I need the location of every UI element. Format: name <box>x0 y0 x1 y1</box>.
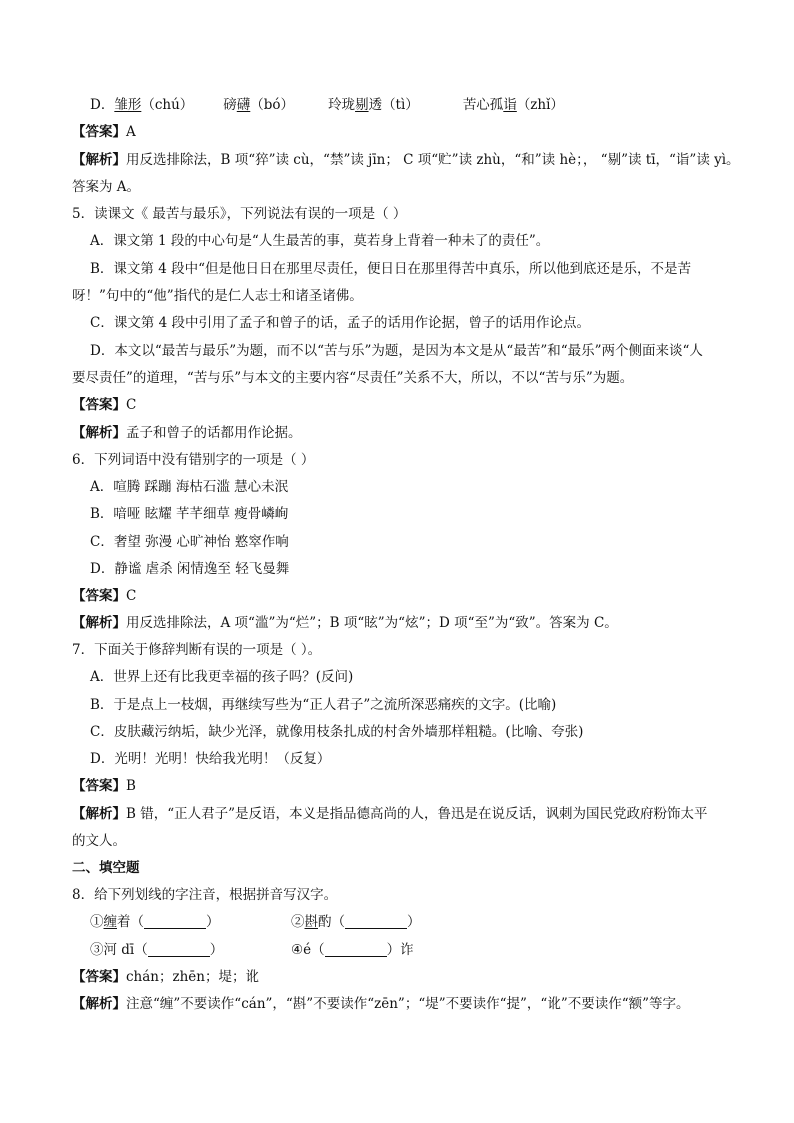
analysis-text: 孟子和曾子的话都用作论据。 <box>126 425 302 441</box>
analysis-tag: 【解析】 <box>72 996 126 1012</box>
q8-analysis <box>72 994 690 1014</box>
item-text-end: ）诈 <box>386 942 414 958</box>
answer-tag: 【答案】 <box>72 397 126 413</box>
answer-blank[interactable] <box>345 914 407 929</box>
q4-analysis-cont: 答案为 A。 <box>72 179 141 195</box>
q7-option-b: B．于是点上一枝烟，再继续写些为“正人君子”之流所深恶痛疾的文字。(比喻) <box>90 697 557 713</box>
pinyin-4: （zhǐ） <box>516 97 564 113</box>
word-3: 玲珑 <box>328 97 356 113</box>
option-label: D． <box>90 97 115 113</box>
answer-blank[interactable] <box>144 914 206 929</box>
q7-stem: 7．下面关于修辞判断有误的一项是（ ）。 <box>72 642 322 658</box>
item-text-end: ） <box>407 914 421 930</box>
q8-item-3 <box>90 940 223 960</box>
answer-value: chán；zhēn；堤；讹 <box>126 969 259 985</box>
q6-stem: 6．下列词语中没有错别字的一项是（ ） <box>72 452 315 468</box>
answer-value: A <box>126 124 136 140</box>
answer-value: C <box>126 397 137 413</box>
q7-answer <box>72 776 136 796</box>
q7-analysis <box>72 804 708 824</box>
q6-analysis <box>72 613 618 633</box>
q8-item-4 <box>291 940 414 960</box>
word-4-underlined: 诣 <box>503 97 517 113</box>
q6-option-d: D．静谧 虐杀 闲情逸至 轻飞曼舞 <box>90 561 290 577</box>
item-text: 酌（ <box>318 914 345 930</box>
pinyin-3: （tì） <box>382 97 419 113</box>
answer-tag: 【答案】 <box>72 124 126 140</box>
pinyin-1: （chú） <box>141 97 194 113</box>
item-text: ③河 dī（ <box>90 942 148 958</box>
q5-option-d: D．本文以“最苦与最乐”为题，而不以“苦与乐”为题，是因为本文是从“最苦”和“最乐”两个侧面来谈“人 <box>90 343 703 359</box>
analysis-tag: 【解析】 <box>72 425 126 441</box>
q6-answer <box>72 586 136 606</box>
analysis-tag: 【解析】 <box>72 152 126 168</box>
analysis-text: B 错，“正人君子”是反语，本义是指品德高尚的人，鲁迅是在说反话，讽刺为国民党政府粉饰太平 <box>126 806 708 822</box>
answer-tag: 【答案】 <box>72 778 126 794</box>
section-title: 二、填空题 <box>72 860 140 876</box>
q6-option-a: A．喧腾 踩蹦 海枯石滥 慧心未泯 <box>90 479 289 495</box>
q5-answer <box>72 395 136 415</box>
answer-tag: 【答案】 <box>72 969 126 985</box>
q5-option-a: A．课文第 1 段的中心句是“人生最苦的事，莫若身上背着一种未了的责任”。 <box>90 233 550 249</box>
analysis-text: 注意“缠”不要读作“cán”，“斟”不要读作“zēn”；“堤”不要读作“提”，“讹”不要读作“额”等字。 <box>126 996 690 1012</box>
answer-blank[interactable] <box>325 942 387 957</box>
q5-option-b-cont: 呀！”句中的“他”指代的是仁人志士和诸圣诸佛。 <box>72 288 363 304</box>
q8-item-1 <box>90 912 220 932</box>
item-text-end: ） <box>206 914 220 930</box>
q4-analysis <box>72 150 740 170</box>
underlined-char: 缠 <box>103 914 117 930</box>
analysis-tag: 【解析】 <box>72 806 126 822</box>
item-text: 着（ <box>117 914 144 930</box>
underlined-char: 斟 <box>304 914 318 930</box>
q6-option-c: C．奢望 弥漫 心旷神怡 憝窣作响 <box>90 534 289 550</box>
item-text: ④é（ <box>291 942 325 958</box>
q7-option-a: A．世界上还有比我更幸福的孩子吗？(反问) <box>90 669 354 685</box>
item-text-end: ） <box>209 942 224 958</box>
q7-option-c: C．皮肤藏污纳垢，缺少光泽，就像用枝条扎成的村舍外墙那样粗糙。(比喻、夸张) <box>90 724 584 740</box>
answer-value: C <box>126 588 137 604</box>
q6-option-b: B．喑哑 眩耀 芊芊细草 瘦骨嶙峋 <box>90 506 289 522</box>
word-4: 苦心孤 <box>462 97 504 113</box>
q5-analysis <box>72 423 302 443</box>
item-number: ② <box>291 914 305 930</box>
q5-option-b: B．课文第 4 段中“但是他日日在那里尽责任，便日日在那里得苦中真乐，所以他到底还是乐，不是苦 <box>90 261 691 277</box>
word-3-rest: 透 <box>368 97 383 113</box>
word-2-underlined: 礴 <box>236 97 251 113</box>
answer-tag: 【答案】 <box>72 588 126 604</box>
q7-analysis-cont: 的文人。 <box>72 833 126 849</box>
q8-stem: 8．给下列划线的字注音，根据拼音写汉字。 <box>72 887 338 903</box>
q5-option-c: C．课文第 4 段中引用了孟子和曾子的话，孟子的话用作论据，曾子的话用作论点。 <box>90 315 590 331</box>
answer-value: B <box>126 778 136 794</box>
analysis-text: 用反选排除法，B 项“猝”读 cù，“禁”读 jīn； C 项“贮”读 zhù，“和”读 hè；， “剔”读 tī，“诣”读 yì。 <box>126 152 740 168</box>
answer-blank[interactable] <box>148 942 210 957</box>
q7-option-d: D．光明！光明！快给我光明！（反复） <box>90 751 331 767</box>
q5-stem: 5．读课文《 最苦与最乐》，下列说法有误的一项是（ ） <box>72 206 407 222</box>
q8-answer <box>72 967 259 987</box>
analysis-tag: 【解析】 <box>72 615 126 631</box>
word-2: 磅 <box>223 97 237 113</box>
word-1: 雏形 <box>114 97 142 113</box>
q5-option-d-cont: 要尽责任”的道理，“苦与乐”与本文的主要内容“尽责任”关系不大，所以，不以“苦与乐”为题。 <box>72 370 634 386</box>
q4-option-d <box>90 95 564 115</box>
q8-item-2 <box>291 912 421 932</box>
q4-answer <box>72 122 136 142</box>
pinyin-2: （bó） <box>250 97 295 113</box>
word-3-underlined: 剔 <box>355 97 369 113</box>
analysis-text: 用反选排除法，A 项“滥”为“烂”；B 项“眩”为“炫”；D 项“至”为“致”。答案为 C。 <box>126 615 618 631</box>
item-number: ① <box>90 914 104 930</box>
